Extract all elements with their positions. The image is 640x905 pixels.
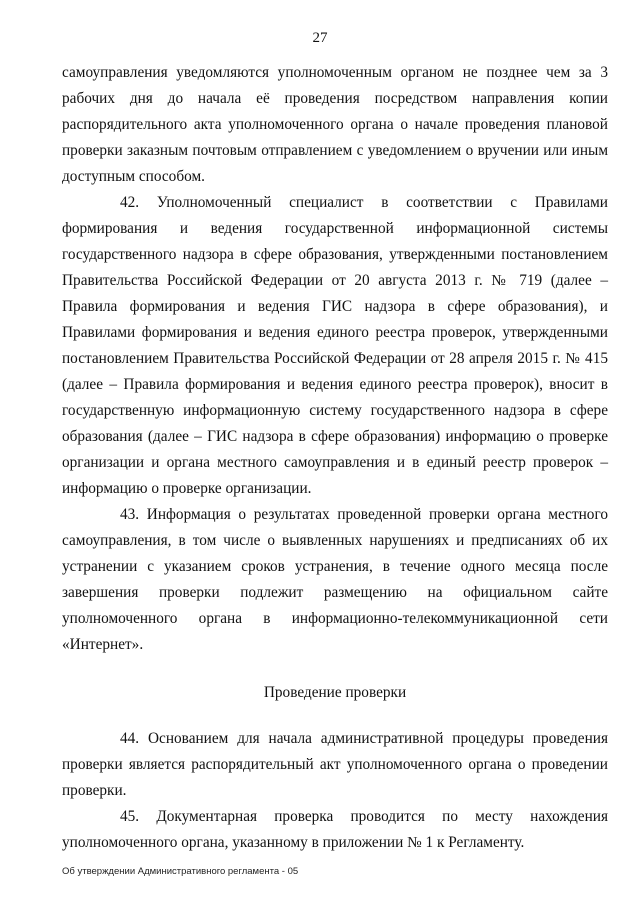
section-title: Проведение проверки [263, 684, 407, 701]
document-body [62, 60, 608, 856]
page-number: 27 [312, 30, 328, 46]
paragraph-43: 43. Информация о результатах проведенной проверки органа местного самоуправления, в том числе о выявленных нарушениях и предписаниях об их устранении с указанием сроков устранения, в течение одного месяца после завершения проверки подлежит размещению на официальном сайте уполномоченного органа в информационно-телекоммуникационной сети «Интернет». [62, 506, 608, 653]
paragraph-45: 45. Документарная проверка проводится по месту нахождения уполномоченного органа, указанному в приложении № 1 к Регламенту. [62, 808, 608, 851]
paragraph-42: 42. Уполномоченный специалист в соответствии с Правилами формирования и ведения государственной информационной системы государственного надзора в сфере образования, утвержденными постановлением Правительства Российской Федерации от 20 августа 2013 г. № 719 (далее – Правила формирования и ведения ГИС надзора в сфере образования), и Правилами формирования и ведения единого реестра проверок, утвержденными постановлением Правительства Российской Федерации от 28 апреля 2015 г. № 415 (далее – Правила формирования и ведения единого реестра проверок), вносит в государственную информационную систему государственного надзора в сфере образования (далее – ГИС надзора в сфере образования) информацию о проверке организации и органа местного самоуправления и в единый реестр проверок – информацию о проверке организации. [62, 194, 608, 497]
paragraph-continuation: самоуправления уведомляются уполномоченным органом не позднее чем за 3 рабочих дня до начала её проведения посредством направления копии распорядительного акта уполномоченного органа о начале проведения плановой проверки заказным почтовым отправлением с уведомлением о вручении или иным доступным способом. [62, 64, 608, 185]
paragraph-44: 44. Основанием для начала административной процедуры проведения проверки является распорядительный акт уполномоченного органа о проведении проверки. [62, 730, 608, 799]
page-footer: Об утверждении Административного регламента - 05 [62, 866, 299, 877]
